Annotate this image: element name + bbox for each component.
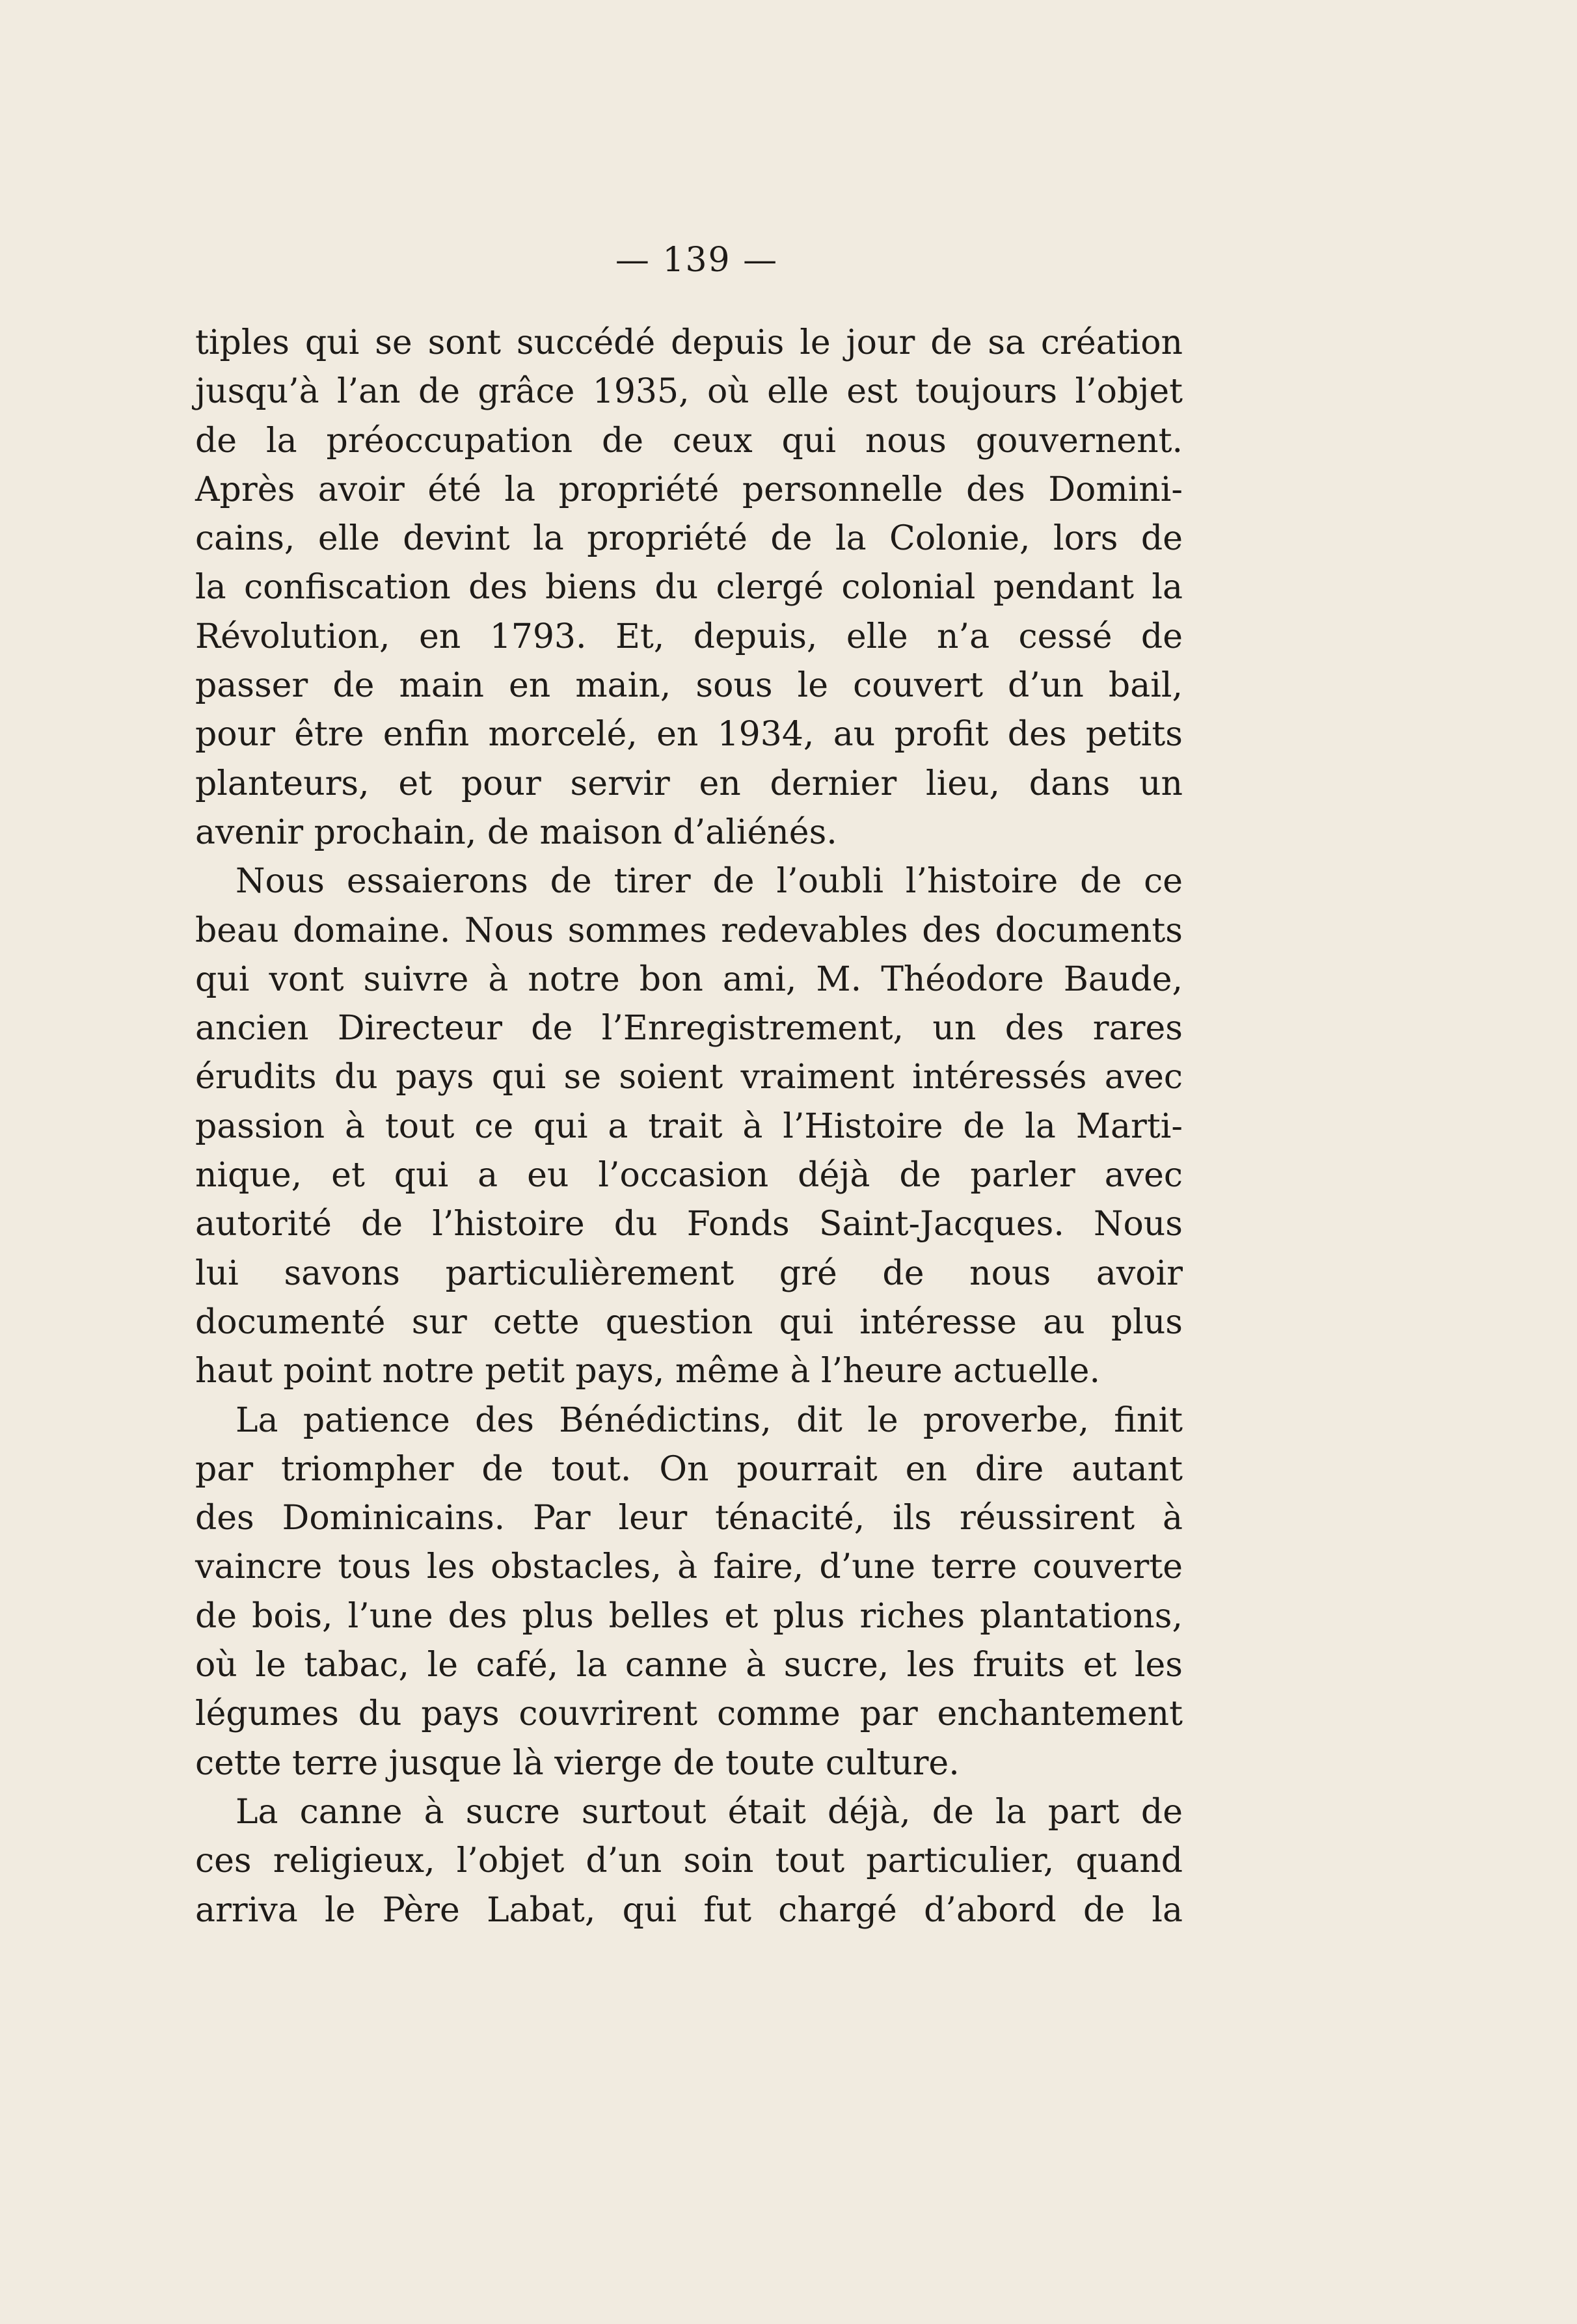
text-line: beau domaine. Nous sommes redevables des documents	[195, 911, 1183, 950]
text-line: Après avoir été la propriété personnelle des Domini-	[195, 470, 1183, 509]
text-line: planteurs, et pour servir en dernier lieu, dans un	[195, 764, 1183, 803]
text-line: par triompher de tout. On pourrait en dire autant	[195, 1449, 1183, 1489]
text-line: ces religieux, l’objet d’un soin tout particulier, quand	[195, 1841, 1183, 1881]
text-line: qui vont suivre à notre bon ami, M. Théodore Baude,	[195, 959, 1183, 999]
text-line: ancien Directeur de l’Enregistrement, un des rares	[195, 1009, 1183, 1048]
text-line: lui savons particulièrement gré de nous avoir	[195, 1253, 1183, 1293]
text-line: pour être enfin morcelé, en 1934, au profit des petits	[195, 715, 1183, 755]
text-line: la confiscation des biens du clergé colonial pendant la	[195, 568, 1183, 608]
text-line: documenté sur cette question qui intéresse au plus	[195, 1302, 1183, 1342]
body-text	[195, 319, 1183, 1935]
text-line: légumes du pays couvrirent comme par enchantement	[195, 1694, 1183, 1734]
text-line: cette terre jusque là vierge de toute culture.	[195, 1743, 960, 1783]
text-line: autorité de l’histoire du Fonds Saint-Jacques. Nous	[195, 1205, 1183, 1244]
text-line: cains, elle devint la propriété de la Colonie, lors de	[195, 519, 1183, 559]
text-line: Nous essaierons de tirer de l’oubli l’histoire de ce	[236, 862, 1183, 902]
text-line: passer de main en main, sous le couvert d’un bail,	[195, 666, 1183, 706]
text-line: tiples qui se sont succédé depuis le jour de sa création	[195, 323, 1183, 362]
text-line: La canne à sucre surtout était déjà, de la part de	[236, 1792, 1183, 1832]
text-line: érudits du pays qui se soient vraiment intéressés avec	[195, 1058, 1183, 1097]
paragraph-4	[195, 1788, 1183, 1935]
text-line: nique, et qui a eu l’occasion déjà de parler avec	[195, 1156, 1183, 1195]
text-line: où le tabac, le café, la canne à sucre, les fruits et les	[195, 1646, 1183, 1685]
text-line: Révolution, en 1793. Et, depuis, elle n’a cessé de	[195, 617, 1183, 656]
text-line: jusqu’à l’an de grâce 1935, où elle est toujours l’objet	[195, 372, 1183, 412]
text-line: haut point notre petit pays, même à l’heure actuelle.	[195, 1352, 1100, 1391]
text-line: des Dominicains. Par leur ténacité, ils réussirent à	[195, 1499, 1183, 1538]
text-line: La patience des Bénédictins, dit le proverbe, finit	[236, 1400, 1183, 1440]
text-line: arriva le Père Labat, qui fut chargé d’abord de la	[195, 1890, 1183, 1930]
text-line: passion à tout ce qui a trait à l’Histoire de la Marti-	[195, 1106, 1183, 1146]
text-line: de bois, l’une des plus belles et plus riches plantations,	[195, 1596, 1183, 1636]
paragraph-2	[195, 857, 1183, 1396]
page-number: — 139 —	[615, 241, 779, 280]
text-line: de la préoccupation de ceux qui nous gouvernent.	[195, 421, 1183, 461]
paragraph-1	[195, 319, 1183, 857]
paragraph-3	[195, 1396, 1183, 1788]
text-line: avenir prochain, de maison d’aliénés.	[195, 812, 837, 852]
text-line: vaincre tous les obstacles, à faire, d’une terre couverte	[195, 1547, 1183, 1587]
